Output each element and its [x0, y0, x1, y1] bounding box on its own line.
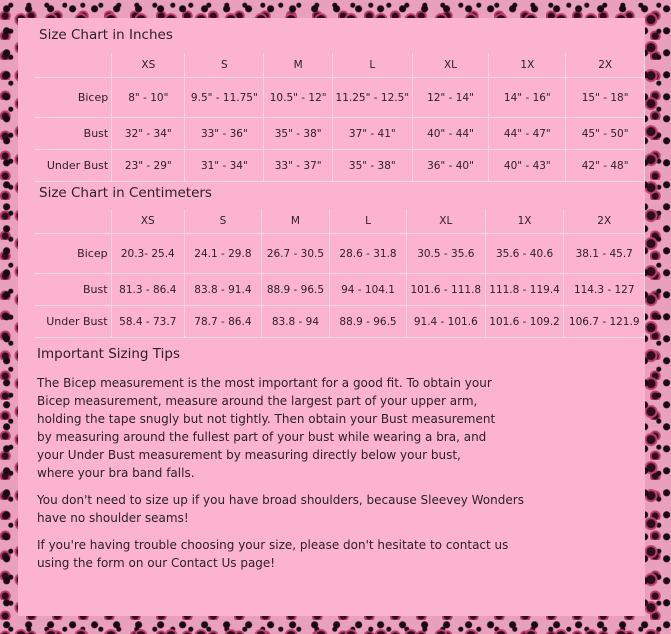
table-cell: 38.1 - 45.7 — [564, 234, 645, 274]
table-cell: 9.5" - 11.75" — [185, 78, 264, 118]
tips-line: by measuring around the fullest part of your bust while wearing a bra, and — [37, 430, 487, 444]
table-cell: 42" - 48" — [566, 150, 645, 182]
table-row — [35, 306, 645, 338]
table-cell: 23" - 29" — [112, 150, 185, 182]
table-cell: 10.5" - 12" — [264, 78, 333, 118]
table-cell: 15" - 18" — [566, 78, 645, 118]
table-cell: 36" - 40" — [412, 150, 489, 182]
table-row — [35, 78, 645, 118]
tips-line: holding the tape snugly but not tightly. Then obtain your Bust measurement — [37, 412, 496, 426]
inches-chart-title: Size Chart in Inches — [39, 27, 173, 43]
table-cell: 37" - 41" — [333, 118, 412, 150]
table-cell: 30.5 - 35.6 — [406, 234, 485, 274]
table-cell: 45" - 50" — [566, 118, 645, 150]
size-header-xs: XS — [111, 209, 184, 234]
tips-title: Important Sizing Tips — [37, 346, 180, 362]
table-cell: 101.6 - 109.2 — [485, 306, 564, 338]
table-cell: 58.4 - 73.7 — [111, 306, 184, 338]
row-label: Bust — [35, 118, 112, 150]
table-cell: 33" - 37" — [264, 150, 333, 182]
table-cell: 81.3 - 86.4 — [111, 274, 184, 306]
row-label: Under Bust — [35, 306, 111, 338]
size-header-xl: XL — [412, 53, 489, 78]
cm-size-table — [35, 209, 645, 338]
table-cell: 111.8 - 119.4 — [485, 274, 564, 306]
tips-line: your Under Bust measurement by measuring directly below your bust, — [37, 448, 461, 462]
size-header-s: S — [185, 53, 264, 78]
table-cell: 28.6 - 31.8 — [330, 234, 407, 274]
size-header-l: L — [330, 209, 407, 234]
tips-line: where your bra band falls. — [37, 466, 195, 480]
table-cell: 8" - 10" — [112, 78, 185, 118]
table-cell: 35.6 - 40.6 — [485, 234, 564, 274]
row-label: Bicep — [35, 234, 111, 274]
table-cell: 33" - 36" — [185, 118, 264, 150]
tips-line: using the form on our Contact Us page! — [37, 556, 276, 570]
header-corner — [35, 53, 112, 78]
tips-paragraph-2 — [37, 491, 597, 527]
size-header-m: M — [261, 209, 329, 234]
table-row — [35, 234, 645, 274]
table-cell: 11.25" - 12.5" — [333, 78, 412, 118]
table-cell: 44" - 47" — [489, 118, 566, 150]
size-header-xl: XL — [406, 209, 485, 234]
table-cell: 35" - 38" — [333, 150, 412, 182]
size-header-1x: 1X — [485, 209, 564, 234]
tips-line: have no shoulder seams! — [37, 511, 189, 525]
tips-line: If you're having trouble choosing your size, please don't hesitate to contact us — [37, 538, 509, 552]
table-cell: 83.8 - 91.4 — [184, 274, 261, 306]
row-label: Under Bust — [35, 150, 112, 182]
table-cell: 24.1 - 29.8 — [184, 234, 261, 274]
tips-body — [37, 374, 597, 581]
tips-line: The Bicep measurement is the most important for a good fit. To obtain your — [37, 376, 492, 390]
table-cell: 35" - 38" — [264, 118, 333, 150]
table-cell: 91.4 - 101.6 — [406, 306, 485, 338]
tips-paragraph-1 — [37, 374, 597, 482]
table-cell: 78.7 - 86.4 — [184, 306, 261, 338]
table-cell: 88.9 - 96.5 — [261, 274, 329, 306]
table-cell: 94 - 104.1 — [330, 274, 407, 306]
table-cell: 14" - 16" — [489, 78, 566, 118]
table-cell: 83.8 - 94 — [261, 306, 329, 338]
tips-paragraph-3 — [37, 536, 597, 572]
size-header-l: L — [333, 53, 412, 78]
table-cell: 31" - 34" — [185, 150, 264, 182]
size-header-2x: 2X — [566, 53, 645, 78]
content-panel — [18, 18, 645, 616]
table-cell: 40" - 44" — [412, 118, 489, 150]
inches-size-table — [35, 53, 645, 182]
size-header-m: M — [264, 53, 333, 78]
size-header-xs: XS — [112, 53, 185, 78]
table-cell: 40" - 43" — [489, 150, 566, 182]
tips-line: You don't need to size up if you have broad shoulders, because Sleevey Wonders — [37, 493, 524, 507]
table-cell: 101.6 - 111.8 — [406, 274, 485, 306]
table-cell: 114.3 - 127 — [564, 274, 645, 306]
table-row — [35, 274, 645, 306]
header-corner — [35, 209, 111, 234]
table-cell: 12" - 14" — [412, 78, 489, 118]
table-cell: 88.9 - 96.5 — [330, 306, 407, 338]
size-header-2x: 2X — [564, 209, 645, 234]
cm-chart-title: Size Chart in Centimeters — [39, 185, 212, 201]
table-row — [35, 150, 645, 182]
size-header-1x: 1X — [489, 53, 566, 78]
table-cell: 26.7 - 30.5 — [261, 234, 329, 274]
row-label: Bicep — [35, 78, 112, 118]
table-cell: 32" - 34" — [112, 118, 185, 150]
table-row — [35, 118, 645, 150]
tips-line: Bicep measurement, measure around the largest part of your upper arm, — [37, 394, 478, 408]
row-label: Bust — [35, 274, 111, 306]
table-cell: 106.7 - 121.9 — [564, 306, 645, 338]
table-cell: 20.3- 25.4 — [111, 234, 184, 274]
size-header-s: S — [184, 209, 261, 234]
